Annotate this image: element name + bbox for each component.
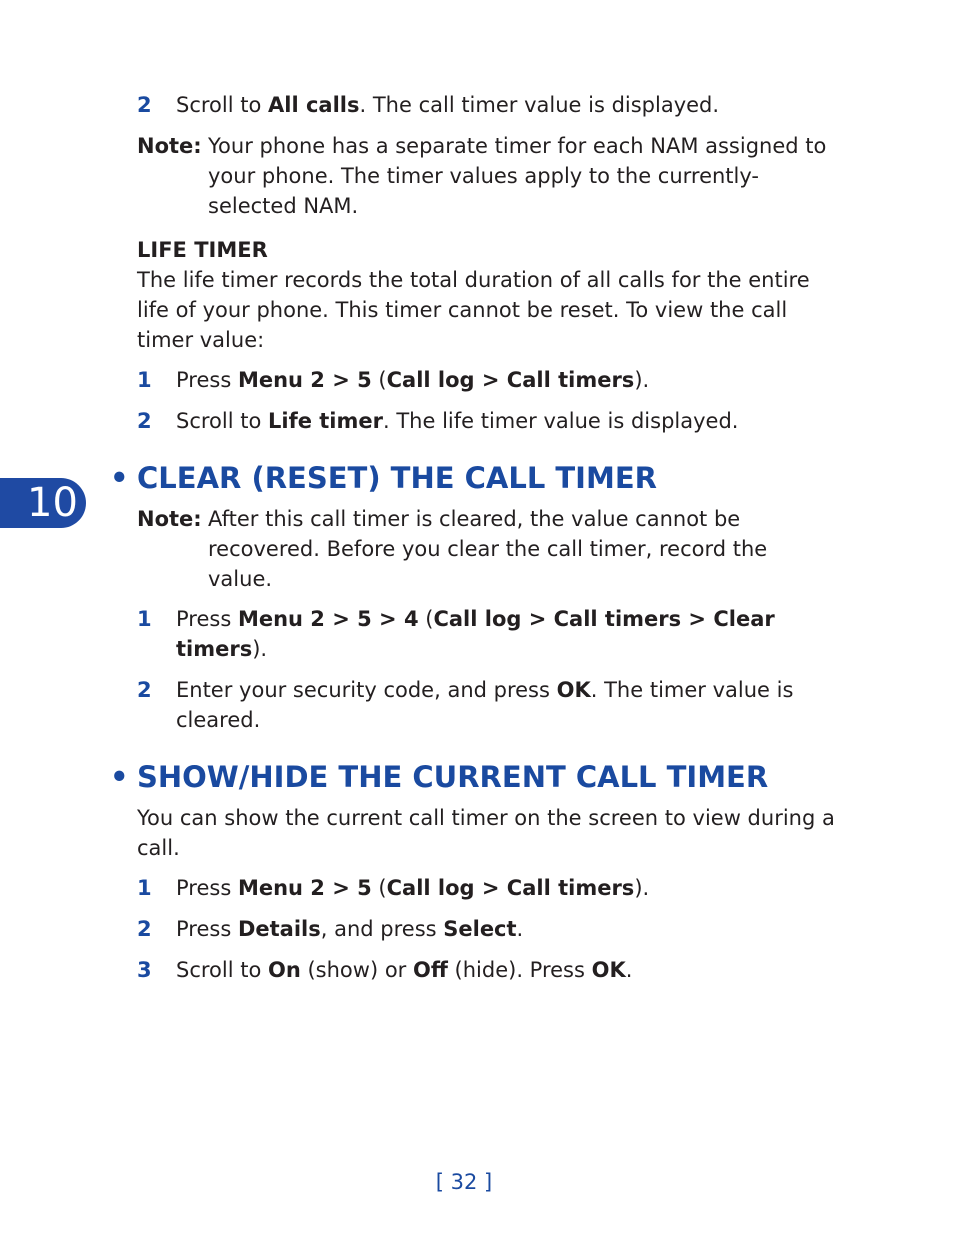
clear-timer-heading [110,460,837,496]
note-label: Note: [137,134,202,158]
clear-step-1 [137,604,837,664]
life-timer-step-2 [137,406,837,436]
step-scroll-all-calls [137,90,837,120]
note-text: After this call timer is cleared, the value cannot be recovered. Before you clear the call timer, record the value. [208,507,768,591]
step-text: Press Menu 2 > 5 (Call log > Call timers). [176,876,650,900]
step-text: Press Menu 2 > 5 > 4 (Call log > Call timers > Clear timers). [176,607,775,661]
step-number: 2 [137,409,152,433]
step-number: 2 [137,93,152,117]
bullet: • [110,760,129,794]
step-text: Enter your security code, and press OK. The timer value is cleared. [176,678,794,732]
step-text: Press Details, and press Select. [176,917,524,941]
show-step-1 [137,873,837,903]
step-text: Scroll to All calls. The call timer value is displayed. [176,93,720,117]
step-number: 1 [137,876,152,900]
life-timer-heading: LIFE TIMER [137,238,268,262]
chapter-tab: 10 [0,478,86,528]
show-step-3 [137,955,837,985]
note-nam [137,131,837,221]
note-clear [137,504,837,594]
step-text: Press Menu 2 > 5 (Call log > Call timers). [176,368,650,392]
show-hide-timer-heading [110,759,837,795]
heading-text: CLEAR (RESET) THE CALL TIMER [137,461,657,495]
page-number: [ 32 ] [435,1170,493,1194]
show-hide-paragraph: You can show the current call timer on the screen to view during a call. [137,806,835,860]
step-number: 1 [137,368,152,392]
page-content [110,90,837,996]
life-timer-paragraph: The life timer records the total duration of all calls for the entire life of your phone. This timer cannot be reset. To view the call timer value: [137,268,810,352]
step-number: 2 [137,678,152,702]
show-step-2 [137,914,837,944]
step-number: 3 [137,958,152,982]
step-text: Scroll to Life timer. The life timer value is displayed. [176,409,739,433]
step-text: Scroll to On (show) or Off (hide). Press OK. [176,958,633,982]
note-text: Your phone has a separate timer for each NAM assigned to your phone. The timer values apply to the currently-selected NAM. [208,134,827,218]
step-number: 1 [137,607,152,631]
step-number: 2 [137,917,152,941]
heading-text: SHOW/HIDE THE CURRENT CALL TIMER [137,760,769,794]
life-timer-step-1 [137,365,837,395]
note-label: Note: [137,507,202,531]
clear-step-2 [137,675,837,735]
bullet: • [110,461,129,495]
